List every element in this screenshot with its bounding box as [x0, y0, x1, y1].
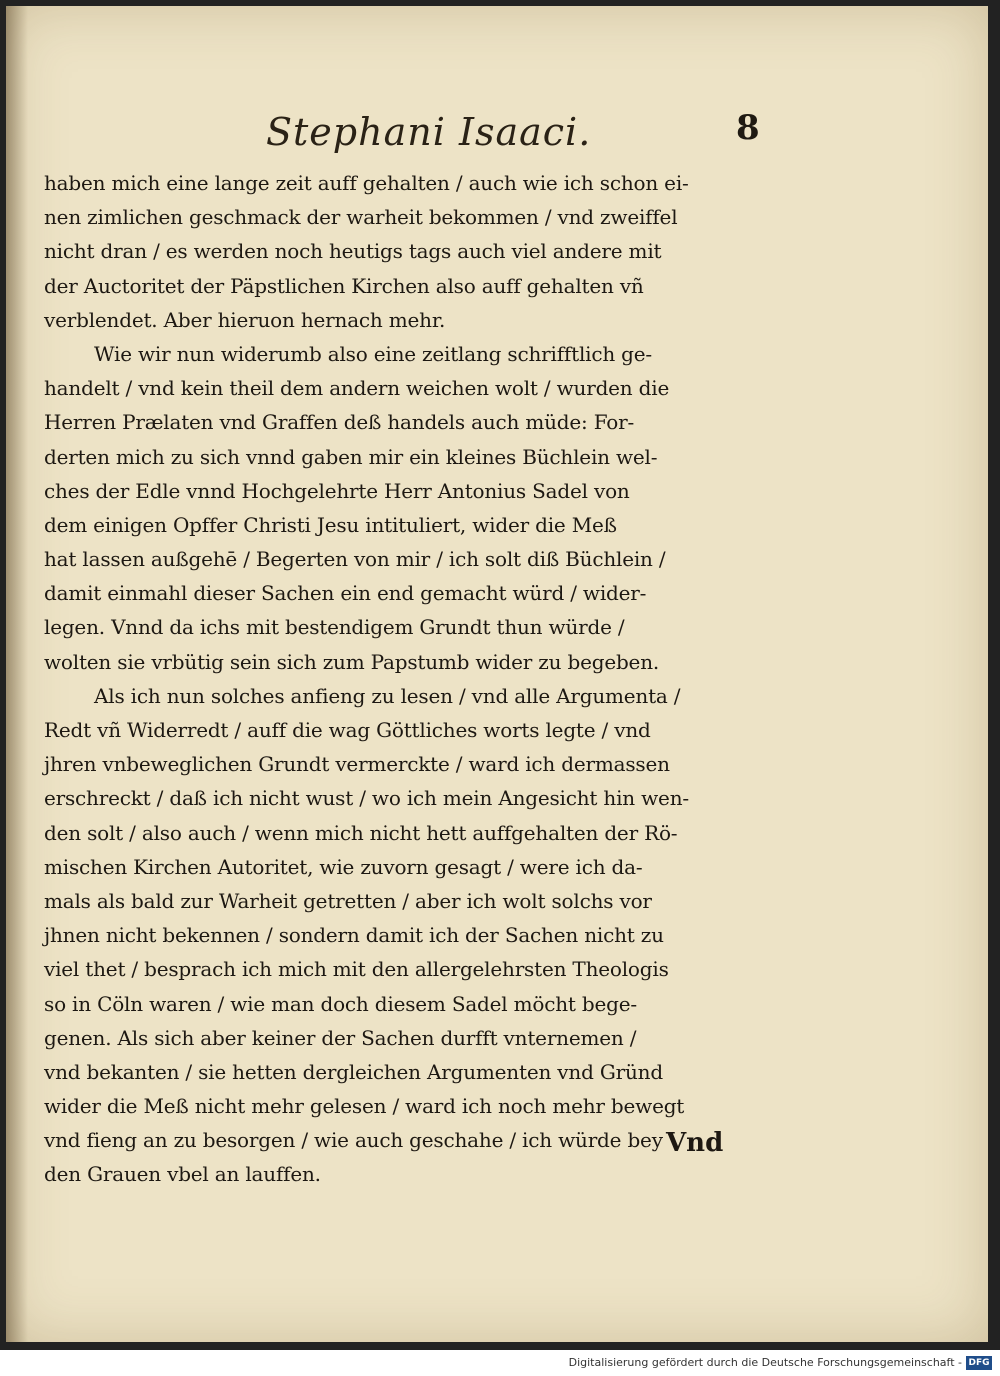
text-line: Herren Prælaten vnd Graffen deß handels auch müde: For- [44, 410, 635, 435]
page-header [46, 106, 760, 166]
text-line: mischen Kirchen Autoritet, wie zuvorn gesagt / were ich da- [44, 854, 643, 879]
text-line: derten mich zu sich vnnd gaben mir ein kleines Büchlein wel- [44, 444, 658, 469]
text-line: nen zimlichen geschmack der warheit bekommen / vnd zweiffel [44, 205, 678, 230]
running-title: Stephani Isaaci. [266, 110, 592, 154]
book-page [6, 6, 988, 1342]
catchword: Vnd [666, 1128, 724, 1158]
text-line: hat lassen außgehē / Begerten von mir / ich solt diß Büchlein / [44, 547, 666, 572]
funding-credit: Digitalisierung gefördert durch die Deutsche Forschungsgemeinschaft - [568, 1356, 962, 1369]
text-line: jhren vnbeweglichen Grundt vermerckte / ward ich dermassen [44, 752, 670, 777]
text-line: Wie wir nun widerumb also eine zeitlang schrifftlich ge- [94, 341, 652, 366]
text-line: genen. Als sich aber keiner der Sachen durfft vnternemen / [44, 1025, 637, 1050]
text-line: handelt / vnd kein theil dem andern weichen wolt / wurden die [44, 376, 670, 401]
text-line: damit einmahl dieser Sachen ein end gemacht würd / wider- [44, 581, 647, 606]
text-line: wolten sie vrbütig sein sich zum Papstumb wider zu begeben. [44, 649, 660, 674]
text-line: vnd fieng an zu besorgen / wie auch geschahe / ich würde bey [44, 1128, 663, 1153]
text-line: haben mich eine lange zeit auff gehalten / auch wie ich schon ei- [44, 171, 689, 195]
text-line: ches der Edle vnnd Hochgelehrte Herr Antonius Sadel von [44, 478, 630, 503]
body-text [44, 166, 744, 1192]
page-number: 8 [736, 108, 760, 148]
text-line: mals als bald zur Warheit getretten / aber ich wolt solchs vor [44, 888, 652, 913]
text-line: vnd bekanten / sie hetten dergleichen Argumenten vnd Gründ [44, 1059, 663, 1084]
text-line: Redt vñ Widerredt / auff die wag Göttliches worts legte / vnd [44, 718, 651, 742]
text-line: legen. Vnnd da ichs mit bestendigem Grundt thun würde / [44, 615, 625, 640]
text-line: den Grauen vbel an lauffen. [44, 1162, 321, 1187]
text-line: viel thet / besprach ich mich mit den allergelehrsten Theologis [44, 957, 669, 982]
text-line: den solt / also auch / wenn mich nicht hett auffgehalten der Rö- [44, 820, 678, 845]
text-line: wider die Meß nicht mehr gelesen / ward ich noch mehr bewegt [44, 1094, 685, 1119]
dfg-logo: DFG [966, 1356, 992, 1370]
text-line: nicht dran / es werden noch heutigs tags auch viel andere mit [44, 239, 662, 264]
text-line: dem einigen Opffer Christi Jesu intituliert, wider die Meß [44, 512, 617, 537]
text-line: der Auctoritet der Päpstlichen Kirchen also auff gehalten vñ [44, 273, 644, 298]
text-line: verblendet. Aber hieruon hernach mehr. [44, 307, 446, 332]
text-line: jhnen nicht bekennen / sondern damit ich der Sachen nicht zu [44, 923, 664, 948]
footer-bar [0, 1350, 1000, 1376]
text-line: erschreckt / daß ich nicht wust / wo ich mein Angesicht hin wen- [44, 786, 689, 811]
text-line: Als ich nun solches anfieng zu lesen / vnd alle Argumenta / [94, 683, 681, 708]
text-line: so in Cöln waren / wie man doch diesem Sadel möcht bege- [44, 991, 637, 1016]
